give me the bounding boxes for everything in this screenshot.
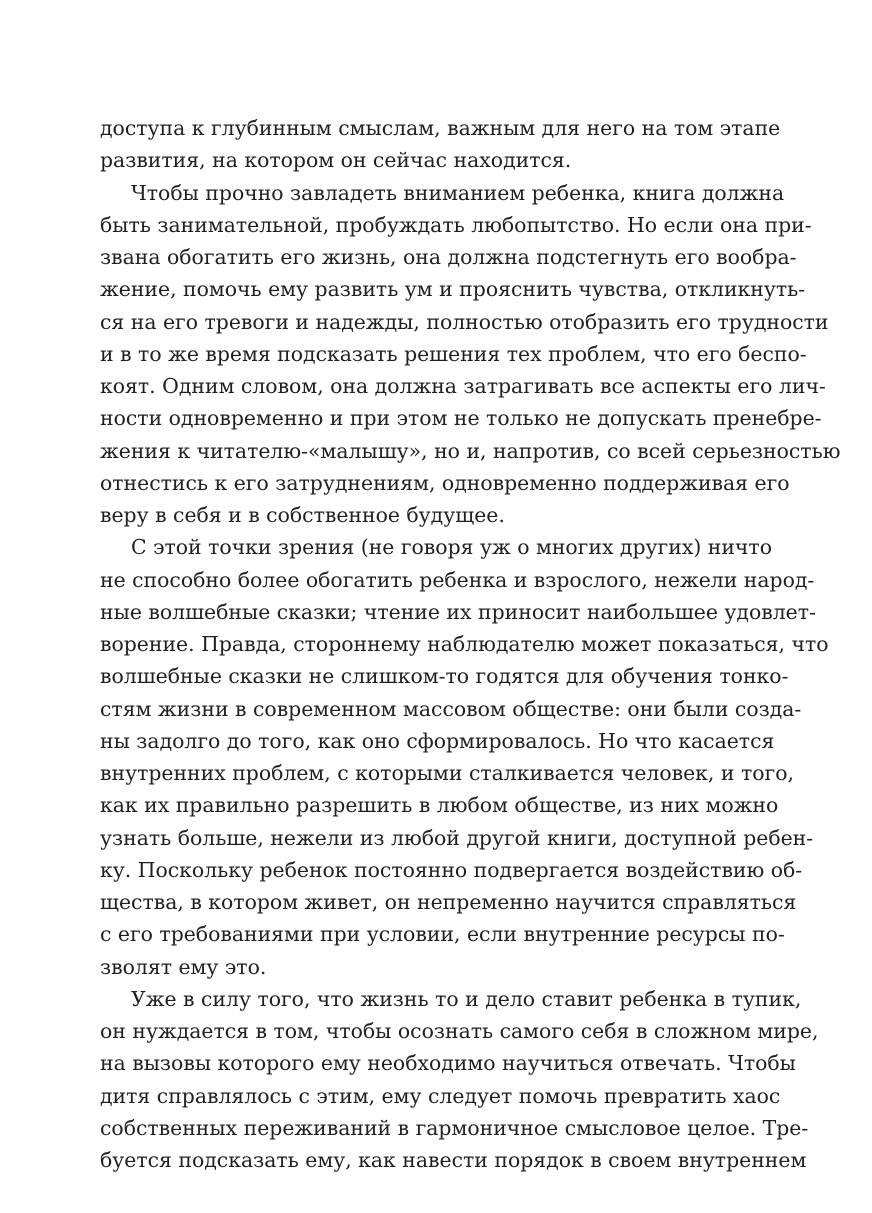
text-line: ности одновременно и при этом не только не допускать пренебре- xyxy=(100,406,822,431)
text-line: щества, в котором живет, он непременно научится справляться xyxy=(100,890,797,914)
text-line: стям жизни в современном массовом обществе: они были созда- xyxy=(100,696,802,721)
text-line: ся на его тревоги и надежды, полностью отобразить его трудности xyxy=(100,309,829,334)
text-line: внутренних проблем, с которыми сталкивается человек, и того, xyxy=(100,761,794,785)
text-line: отнестись к его затруднениям, одновременно поддерживая его xyxy=(100,470,790,495)
text-line: с его требованиями при условии, если внутренние ресурсы по- xyxy=(100,922,785,947)
text-line: жения к читателю-«малышу», но и, напротив, со всей серьезностью xyxy=(100,438,841,463)
text-line: С этой точки зрения (не говоря уж о многих других) ничто xyxy=(131,535,772,560)
paragraph-3 xyxy=(100,531,829,983)
text-line: звана обогатить его жизнь, она должна подстегнуть его вообра- xyxy=(100,245,797,269)
text-line: ку. Поскольку ребенок постоянно подвергается воздействию об- xyxy=(100,857,803,882)
text-line: ны задолго до того, как оно сформировалось. Но что касается xyxy=(100,728,775,753)
text-line: быть занимательной, пробуждать любопытство. Но если она при- xyxy=(100,212,812,237)
text-line: не способно более обогатить ребенка и взрослого, нежели народ- xyxy=(100,567,815,592)
text-line: жение, помочь ему развить ум и прояснить чувства, откликнуть- xyxy=(100,277,806,302)
text-line: он нуждается в том, чтобы осознать самого себя в сложном мире, xyxy=(100,1019,819,1043)
text-line: развития, на котором он сейчас находится. xyxy=(100,148,572,173)
text-line: ворение. Правда, стороннему наблюдателю может показаться, что xyxy=(100,632,829,656)
text-line: буется подсказать ему, как навести порядок в своем внутреннем xyxy=(100,1148,807,1172)
text-line: узнать больше, нежели из любой другой книги, доступной ребен- xyxy=(100,825,814,850)
text-line: как их правильно разрешить в любом обществе, из них можно xyxy=(100,793,779,818)
paragraph-4 xyxy=(100,983,819,1177)
paragraph-2 xyxy=(100,177,841,532)
text-line: веру в себя и в собственное будущее. xyxy=(100,503,505,527)
text-line: волшебные сказки не слишком-то годятся для обучения тонко- xyxy=(100,664,789,689)
text-line: и в то же время подсказать решения тех проблем, что его беспо- xyxy=(100,341,807,366)
text-line: дитя справлялось с этим, ему следует помочь превратить хаос xyxy=(100,1083,781,1108)
text-line: собственных переживаний в гармоничное смысловое целое. Тре- xyxy=(100,1115,809,1140)
text-line: ные волшебные сказки; чтение их приносит наибольшее удовлет- xyxy=(100,599,816,624)
paragraph-1 xyxy=(100,112,781,177)
text-line: Уже в силу того, что жизнь то и дело ставит ребенка в тупик, xyxy=(131,986,802,1011)
text-line: доступа к глубинным смыслам, важным для него на том этапе xyxy=(100,116,781,140)
book-page xyxy=(100,112,841,1176)
text-line: на вызовы которого ему необходимо научиться отвечать. Чтобы xyxy=(100,1051,796,1076)
text-line: коят. Одним словом, она должна затрагивать все аспекты его лич- xyxy=(100,374,826,398)
text-line: зволят ему это. xyxy=(100,954,267,979)
text-line: Чтобы прочно завладеть вниманием ребенка, книга должна xyxy=(131,180,785,205)
